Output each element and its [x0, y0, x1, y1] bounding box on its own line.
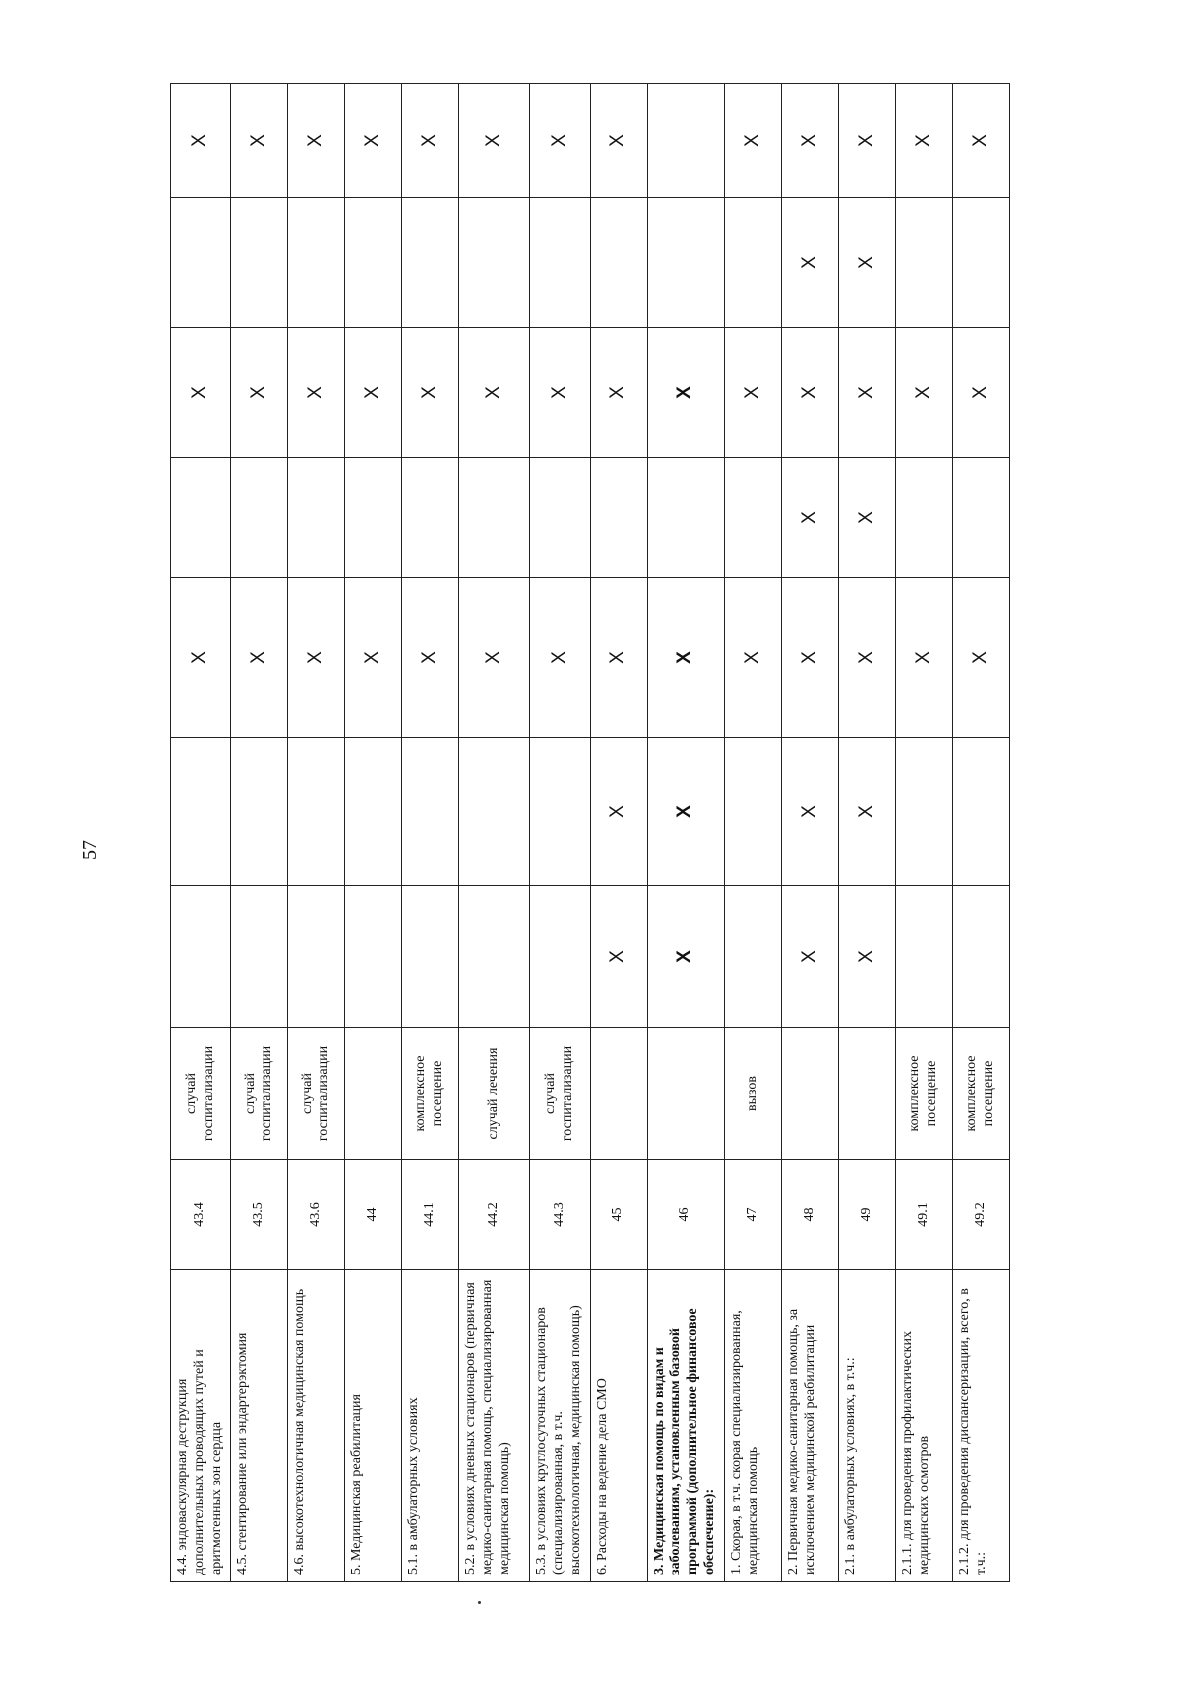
row-mark-cell: Х: [402, 84, 459, 198]
row-mark-cell: Х: [839, 886, 896, 1028]
row-mark-cell: Х: [725, 578, 782, 738]
row-mark-cell: Х: [952, 328, 1009, 458]
row-name-cell: 6. Расходы на ведение дела СМО: [590, 1270, 647, 1582]
row-name-cell: 3. Медицинская помощь по видам и заболеваниям, установленным базовой программой (дополнительное финансовое обеспечение):: [647, 1270, 724, 1582]
row-name-cell: 2.1.2. для проведения диспансеризации, всего, в т.ч.:: [952, 1270, 1009, 1582]
row-mark-cell: [459, 198, 530, 328]
row-code-cell: 46: [647, 1160, 724, 1270]
row-mark-cell: [530, 458, 590, 578]
row-mark-cell: [647, 458, 724, 578]
row-name-cell: 5. Медицинская реабилитация: [345, 1270, 402, 1582]
row-code-cell: 43.6: [288, 1160, 345, 1270]
row-code-cell: 44: [345, 1160, 402, 1270]
table-row: [171, 84, 231, 1582]
row-name-cell: 5.2. в условиях дневных стационаров (первичная медико-санитарная помощь, специализированная медицинская помощь): [459, 1270, 530, 1582]
row-mark-cell: [288, 738, 345, 886]
row-mark-cell: Х: [839, 738, 896, 886]
row-mark-cell: [288, 886, 345, 1028]
row-mark-cell: [895, 886, 952, 1028]
row-mark-cell: Х: [530, 328, 590, 458]
row-name-cell: 2.1. в амбулаторных условиях, в т.ч.:: [839, 1270, 896, 1582]
table-row: [725, 84, 782, 1582]
row-mark-cell: [231, 458, 288, 578]
row-mark-cell: Х: [590, 578, 647, 738]
row-code-cell: 44.3: [530, 1160, 590, 1270]
row-mark-cell: [530, 198, 590, 328]
row-mark-cell: Х: [782, 458, 839, 578]
row-mark-cell: Х: [782, 578, 839, 738]
row-mark-cell: Х: [725, 84, 782, 198]
row-mark-cell: Х: [288, 578, 345, 738]
rotated-table-container: [170, 84, 1010, 1582]
row-mark-cell: Х: [402, 328, 459, 458]
scan-speck: [478, 1601, 481, 1604]
table-row: [402, 84, 459, 1582]
row-name-cell: 4.4. эндоваскулярная деструкция дополнительных проводящих путей и аритмогенных зон сердца: [171, 1270, 231, 1582]
row-mark-cell: Х: [782, 198, 839, 328]
row-unit-cell: комплексное посещение: [895, 1028, 952, 1160]
row-mark-cell: [345, 886, 402, 1028]
row-mark-cell: [459, 886, 530, 1028]
row-unit-cell: случай госпитализации: [171, 1028, 231, 1160]
row-mark-cell: [171, 738, 231, 886]
row-unit-cell: комплексное посещение: [952, 1028, 1009, 1160]
table-row: [952, 84, 1009, 1582]
row-mark-cell: [459, 738, 530, 886]
row-name-cell: 1. Скорая, в т.ч. скорая специализированная, медицинская помощь: [725, 1270, 782, 1582]
row-mark-cell: Х: [952, 84, 1009, 198]
row-mark-cell: Х: [647, 738, 724, 886]
row-mark-cell: Х: [952, 578, 1009, 738]
row-mark-cell: Х: [171, 328, 231, 458]
table-row: [782, 84, 839, 1582]
data-table: [170, 83, 1010, 1582]
table-row: [231, 84, 288, 1582]
row-mark-cell: [725, 886, 782, 1028]
row-mark-cell: Х: [459, 84, 530, 198]
table-row: [530, 84, 590, 1582]
row-unit-cell: случай госпитализации: [530, 1028, 590, 1160]
row-code-cell: 48: [782, 1160, 839, 1270]
table-row: [647, 84, 724, 1582]
row-mark-cell: [171, 198, 231, 328]
row-mark-cell: Х: [345, 578, 402, 738]
row-unit-cell: [839, 1028, 896, 1160]
row-mark-cell: [895, 738, 952, 886]
row-mark-cell: Х: [782, 738, 839, 886]
row-unit-cell: [590, 1028, 647, 1160]
row-mark-cell: [590, 458, 647, 578]
row-mark-cell: [459, 458, 530, 578]
row-mark-cell: [231, 198, 288, 328]
row-code-cell: 49.2: [952, 1160, 1009, 1270]
row-name-cell: 5.1. в амбулаторных условиях: [402, 1270, 459, 1582]
row-name-cell: 4.6. высокотехнологичная медицинская помощь: [288, 1270, 345, 1582]
table-row: [895, 84, 952, 1582]
row-unit-cell: случай лечения: [459, 1028, 530, 1160]
row-mark-cell: [288, 198, 345, 328]
row-mark-cell: [402, 198, 459, 328]
row-mark-cell: Х: [231, 84, 288, 198]
row-mark-cell: [647, 84, 724, 198]
table-row: [459, 84, 530, 1582]
row-mark-cell: Х: [839, 84, 896, 198]
row-mark-cell: [345, 458, 402, 578]
row-mark-cell: Х: [895, 578, 952, 738]
row-mark-cell: Х: [231, 578, 288, 738]
row-mark-cell: [402, 458, 459, 578]
row-mark-cell: Х: [231, 328, 288, 458]
row-mark-cell: [402, 738, 459, 886]
row-mark-cell: [345, 738, 402, 886]
row-mark-cell: [530, 738, 590, 886]
row-code-cell: 49.1: [895, 1160, 952, 1270]
row-mark-cell: [288, 458, 345, 578]
row-unit-cell: [647, 1028, 724, 1160]
row-mark-cell: Х: [839, 578, 896, 738]
table-row: [590, 84, 647, 1582]
row-mark-cell: Х: [839, 458, 896, 578]
row-mark-cell: Х: [782, 84, 839, 198]
row-mark-cell: Х: [839, 198, 896, 328]
page-number: 57: [78, 840, 101, 860]
row-mark-cell: Х: [288, 328, 345, 458]
row-mark-cell: Х: [590, 84, 647, 198]
row-mark-cell: Х: [171, 578, 231, 738]
row-mark-cell: Х: [402, 578, 459, 738]
row-mark-cell: Х: [530, 578, 590, 738]
row-unit-cell: случай госпитализации: [231, 1028, 288, 1160]
row-mark-cell: Х: [530, 84, 590, 198]
row-mark-cell: [530, 886, 590, 1028]
row-mark-cell: [952, 198, 1009, 328]
row-code-cell: 49: [839, 1160, 896, 1270]
row-mark-cell: [895, 458, 952, 578]
row-mark-cell: Х: [590, 738, 647, 886]
row-unit-cell: вызов: [725, 1028, 782, 1160]
row-mark-cell: [952, 738, 1009, 886]
row-code-cell: 44.1: [402, 1160, 459, 1270]
row-unit-cell: комплексное посещение: [402, 1028, 459, 1160]
row-mark-cell: Х: [590, 886, 647, 1028]
table-body: [171, 84, 1010, 1582]
table-row: [288, 84, 345, 1582]
row-mark-cell: [231, 738, 288, 886]
row-code-cell: 47: [725, 1160, 782, 1270]
row-mark-cell: [952, 886, 1009, 1028]
row-code-cell: 45: [590, 1160, 647, 1270]
row-mark-cell: Х: [895, 84, 952, 198]
row-mark-cell: Х: [288, 84, 345, 198]
row-mark-cell: Х: [590, 328, 647, 458]
row-mark-cell: Х: [895, 328, 952, 458]
row-mark-cell: [725, 458, 782, 578]
row-mark-cell: [647, 198, 724, 328]
row-mark-cell: Х: [459, 328, 530, 458]
table-row: [345, 84, 402, 1582]
row-code-cell: 44.2: [459, 1160, 530, 1270]
row-mark-cell: [171, 886, 231, 1028]
row-mark-cell: Х: [839, 328, 896, 458]
row-mark-cell: Х: [171, 84, 231, 198]
row-mark-cell: Х: [345, 328, 402, 458]
row-code-cell: 43.4: [171, 1160, 231, 1270]
row-mark-cell: [171, 458, 231, 578]
row-mark-cell: [895, 198, 952, 328]
table-row: [839, 84, 896, 1582]
row-mark-cell: [345, 198, 402, 328]
row-mark-cell: [402, 886, 459, 1028]
row-mark-cell: [952, 458, 1009, 578]
row-unit-cell: случай госпитализации: [288, 1028, 345, 1160]
row-unit-cell: [782, 1028, 839, 1160]
row-name-cell: 5.3. в условиях круглосуточных стационаров (специализированная, в т.ч. высокотехнологичная, медицинская помощь): [530, 1270, 590, 1582]
row-unit-cell: [345, 1028, 402, 1160]
row-name-cell: 2.1.1. для проведения профилактических медицинских осмотров: [895, 1270, 952, 1582]
row-mark-cell: [590, 198, 647, 328]
row-name-cell: 4.5. стентирование или эндартерэктомия: [231, 1270, 288, 1582]
row-mark-cell: Х: [725, 328, 782, 458]
row-mark-cell: Х: [647, 886, 724, 1028]
row-mark-cell: [725, 198, 782, 328]
row-mark-cell: Х: [647, 578, 724, 738]
row-mark-cell: Х: [782, 328, 839, 458]
row-mark-cell: Х: [647, 328, 724, 458]
row-code-cell: 43.5: [231, 1160, 288, 1270]
row-name-cell: 2. Первичная медико-санитарная помощь, за исключением медицинской реабилитации: [782, 1270, 839, 1582]
row-mark-cell: [725, 738, 782, 886]
row-mark-cell: Х: [782, 886, 839, 1028]
row-mark-cell: [231, 886, 288, 1028]
row-mark-cell: Х: [345, 84, 402, 198]
row-mark-cell: Х: [459, 578, 530, 738]
